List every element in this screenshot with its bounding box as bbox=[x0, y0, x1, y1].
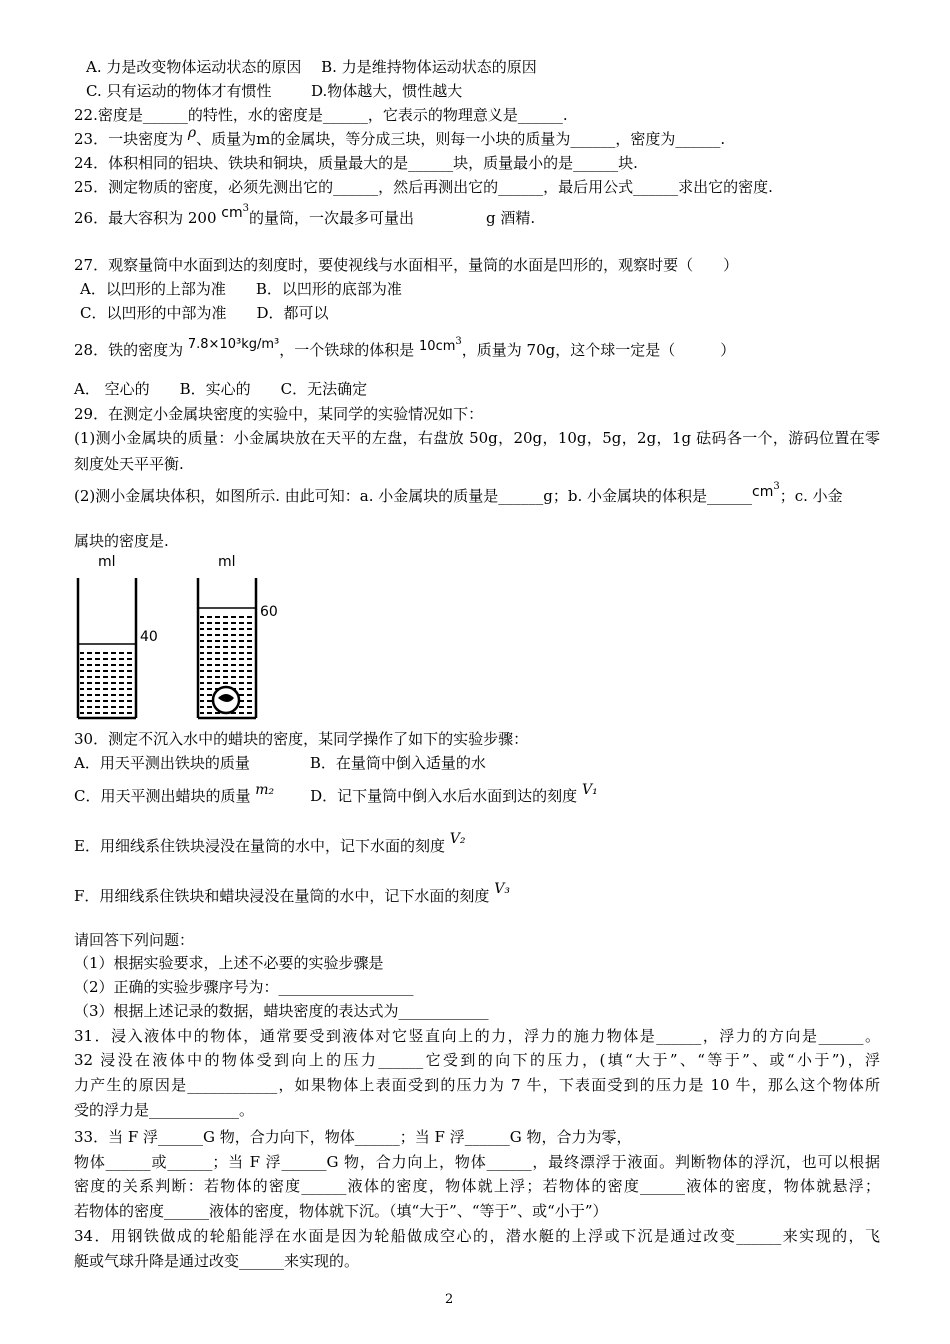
question-25: 25．测定物质的密度，必须先测出它的______，然后再测出它的______，最后用公式______求出它的密度. bbox=[74, 178, 773, 196]
sub-question-1: （1）根据实验要求，上述不必要的实验步骤是 bbox=[74, 954, 384, 972]
v1-symbol: V₁ bbox=[581, 782, 598, 798]
cylinder-left bbox=[78, 578, 136, 718]
answer-prompt: 请回答下列问题： bbox=[74, 931, 195, 949]
question-34-cont: 艇或气球升降是通过改变______来实现的。 bbox=[74, 1252, 360, 1270]
ball-volume-exponent: 3 bbox=[455, 336, 462, 347]
question-30-option-e bbox=[74, 831, 466, 857]
v2-symbol: V₂ bbox=[449, 831, 466, 847]
question-26-text-c: g 酒精. bbox=[486, 209, 536, 227]
question-31: 31．浸入液体中的物体，通常要受到液体对它竖直向上的力，浮力的施力物体是______，浮力的方向是______。 bbox=[74, 1027, 880, 1045]
question-26-text-a: 26．最大容积为 200 bbox=[74, 209, 217, 227]
question-30: 30．测定不沉入水中的蜡块的密度，某同学操作了如下的实验步骤： bbox=[74, 730, 529, 748]
question-30-options-ab: A．用天平测出铁块的质量 B．在量筒中倒入适量的水 bbox=[74, 754, 486, 772]
question-22: 22.密度是______的特性，水的密度是______，它表示的物理意义是______. bbox=[74, 106, 568, 124]
v3-symbol: V₃ bbox=[494, 881, 510, 897]
question-26-text-b: 的量筒，一次最多可量出 bbox=[249, 209, 415, 227]
question-33-cont-2: 密度的关系判断：若物体的密度______液体的密度，物体就上浮；若物体的密度______液体的密度，物体就悬浮； bbox=[74, 1177, 880, 1195]
question-29-part-1: (1)测小金属块的质量：小金属块放在天平的左盘，右盘放 50g，20g，10g，5g，2g，1g 砝码各一个，游码位置在零 bbox=[74, 429, 880, 447]
question-30-option-c: C．用天平测出蜡块的质量 bbox=[74, 787, 251, 805]
question-33-cont-3: 若物体的密度______液体的密度，物体就下沉。（填“大于”、“等于”、或“小于”） bbox=[74, 1202, 608, 1220]
page-number: 2 bbox=[445, 1292, 454, 1307]
question-30-option-f bbox=[74, 881, 510, 907]
question-28-text-b: ，一个铁球的体积是 bbox=[279, 341, 415, 359]
question-33-cont-1: 物体______或______；当 F 浮______G 物，合力向上，物体______，最终漂浮于液面。判断物体的浮沉，也可以根据 bbox=[74, 1153, 880, 1171]
question-32: 32 浸没在液体中的物体受到向上的压力______它受到的向下的压力，(填“大于”、“等于”、或“小于”)，浮 bbox=[74, 1051, 880, 1069]
cm-unit-2: cm bbox=[752, 484, 774, 500]
cylinder-right bbox=[198, 578, 256, 718]
question-23-text-b: 、质量为m的金属块，等分成三块，则每一小块的质量为______，密度为______. bbox=[196, 130, 726, 148]
question-23-text-a: 23．一块密度为 bbox=[74, 130, 184, 148]
cylinder-right-unit-label: ml bbox=[218, 554, 236, 570]
cube-exponent: 3 bbox=[242, 203, 249, 214]
question-28-text-c: ，质量为 70g，这个球一定是（ ） bbox=[461, 341, 736, 359]
rho-symbol: ρ bbox=[187, 125, 197, 141]
question-29-part-1-cont: 刻度处天平平衡. bbox=[74, 455, 184, 473]
iron-density-value: 7.8×10³kg/m³ bbox=[187, 337, 280, 352]
ball-volume: 10cm bbox=[419, 339, 456, 354]
cylinder-right-reading: 60 bbox=[260, 604, 278, 620]
cm-unit: cm bbox=[221, 205, 243, 221]
question-24: 24．体积相同的铝块、铁块和铜块，质量最大的是______块，质量最小的是______块. bbox=[74, 154, 638, 172]
question-28-text-a: 28．铁的密度为 bbox=[74, 341, 184, 359]
question-29-part-2-text-b: ；c. 小金 bbox=[779, 487, 843, 505]
question-28 bbox=[74, 336, 736, 363]
question-30-options-cd bbox=[74, 782, 598, 807]
cube-exponent-2: 3 bbox=[773, 481, 780, 492]
question-27-options-cd: C．以凹形的中部为准 D．都可以 bbox=[80, 304, 329, 322]
question-28-options: A． 空心的 B．实心的 C．无法确定 bbox=[74, 380, 368, 398]
question-30-option-e-text: E．用细线系住铁块浸没在量筒的水中，记下水面的刻度 bbox=[74, 837, 445, 855]
line-21-options-ab: A. 力是改变物体运动状态的原因 B. 力是维持物体运动状态的原因 bbox=[86, 58, 537, 76]
question-27-options-ab: A．以凹形的上部为准 B．以凹形的底部为准 bbox=[80, 280, 402, 298]
question-30-option-f-text: F．用细线系住铁块和蜡块浸没在量筒的水中，记下水面的刻度 bbox=[74, 887, 490, 905]
cylinder-left-reading: 40 bbox=[140, 629, 158, 645]
question-33: 33．当 F 浮______G 物，合力向下，物体______；当 F 浮______G 物，合力为零， bbox=[74, 1128, 632, 1146]
question-29: 29．在测定小金属块密度的实验中，某同学的实验情况如下： bbox=[74, 405, 484, 423]
sub-question-3: （3）根据上述记录的数据，蜡块密度的表达式为____________ bbox=[74, 1002, 489, 1020]
question-29-part-2 bbox=[74, 481, 843, 509]
question-29-part-2-cont: 属块的密度是. bbox=[74, 532, 169, 550]
cylinder-left-unit-label: ml bbox=[98, 554, 116, 570]
question-32-cont-1: 力产生的原因是____________，如果物体上表面受到的压力为 7 牛，下表面受到的压力是 10 牛，那么这个物体所 bbox=[74, 1076, 880, 1094]
sub-question-2: （2）正确的实验步骤序号为：__________________ bbox=[74, 978, 414, 996]
line-21-options-cd: C. 只有运动的物体才有惯性 D.物体越大，惯性越大 bbox=[86, 82, 463, 100]
question-27: 27．观察量筒中水面到达的刻度时，要使视线与水面相平，量筒的水面是凹形的，观察时要（ ） bbox=[74, 256, 739, 274]
question-34: 34．用钢铁做成的轮船能浮在水面是因为轮船做成空心的，潜水艇的上浮或下沉是通过改变______来实现的，飞 bbox=[74, 1227, 880, 1245]
question-30-option-d: D．记下量筒中倒入水后水面到达的刻度 bbox=[310, 787, 578, 805]
question-26 bbox=[74, 203, 536, 231]
question-29-part-2-text-a: (2)测小金属块体积，如图所示. 由此可知：a. 小金属块的质量是______g；b. 小金属块的体积是______ bbox=[74, 487, 753, 505]
measuring-cylinders-figure bbox=[70, 548, 290, 724]
question-32-cont-2: 受的浮力是____________。 bbox=[74, 1101, 255, 1119]
m2-symbol: m₂ bbox=[255, 782, 275, 798]
question-23 bbox=[74, 125, 726, 150]
